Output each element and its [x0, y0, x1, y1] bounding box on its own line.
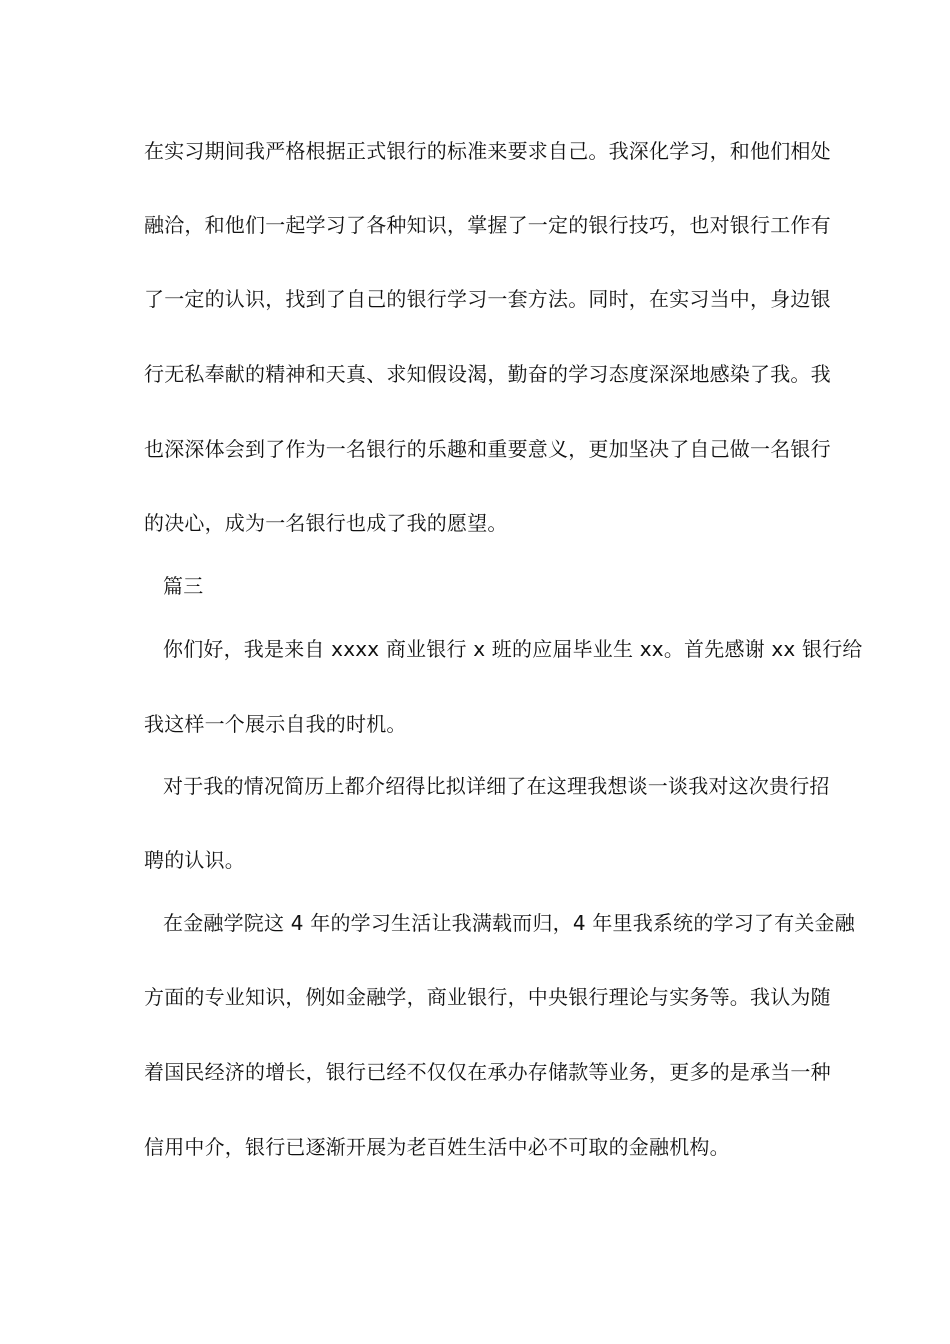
paragraph-line: 我这样一个展示自我的时机。: [144, 712, 407, 736]
paragraph-line: 着国民经济的增长，银行已经不仅仅在承办存储款等业务，更多的是承当一种: [144, 1060, 831, 1084]
paragraph-line: 在金融学院这 4 年的学习生活让我满载而归，4 年里我系统的学习了有关金融: [163, 911, 855, 935]
paragraph-line: 对于我的情况简历上都介绍得比拟详细了在这理我想谈一谈我对这次贵行招: [163, 774, 830, 798]
paragraph-line: 方面的专业知识，例如金融学，商业银行，中央银行理论与实务等。我认为随: [144, 985, 831, 1009]
section-heading: 篇三: [163, 574, 204, 598]
paragraph-line: 聘的认识。: [144, 848, 245, 872]
paragraph-line: 了一定的认识，找到了自己的银行学习一套方法。同时，在实习当中，身边银: [144, 287, 831, 311]
paragraph-line: 在实习期间我严格根据正式银行的标准来要求自己。我深化学习，和他们相处: [144, 139, 831, 163]
paragraph-line: 的决心，成为一名银行也成了我的愿望。: [144, 511, 508, 535]
paragraph-line: 信用中介，银行已逐渐开展为老百姓生活中必不可取的金融机构。: [144, 1135, 730, 1159]
paragraph-line: 融洽，和他们一起学习了各种知识，掌握了一定的银行技巧，也对银行工作有: [144, 213, 831, 237]
paragraph-line: 你们好，我是来自 xxxx 商业银行 x 班的应届毕业生 xx。首先感谢 xx 银行给: [163, 637, 863, 661]
paragraph-line: 也深深体会到了作为一名银行的乐趣和重要意义，更加坚决了自己做一名银行: [144, 437, 831, 461]
paragraph-line: 行无私奉献的精神和天真、求知假设渴，勤奋的学习态度深深地感染了我。我: [144, 362, 831, 386]
